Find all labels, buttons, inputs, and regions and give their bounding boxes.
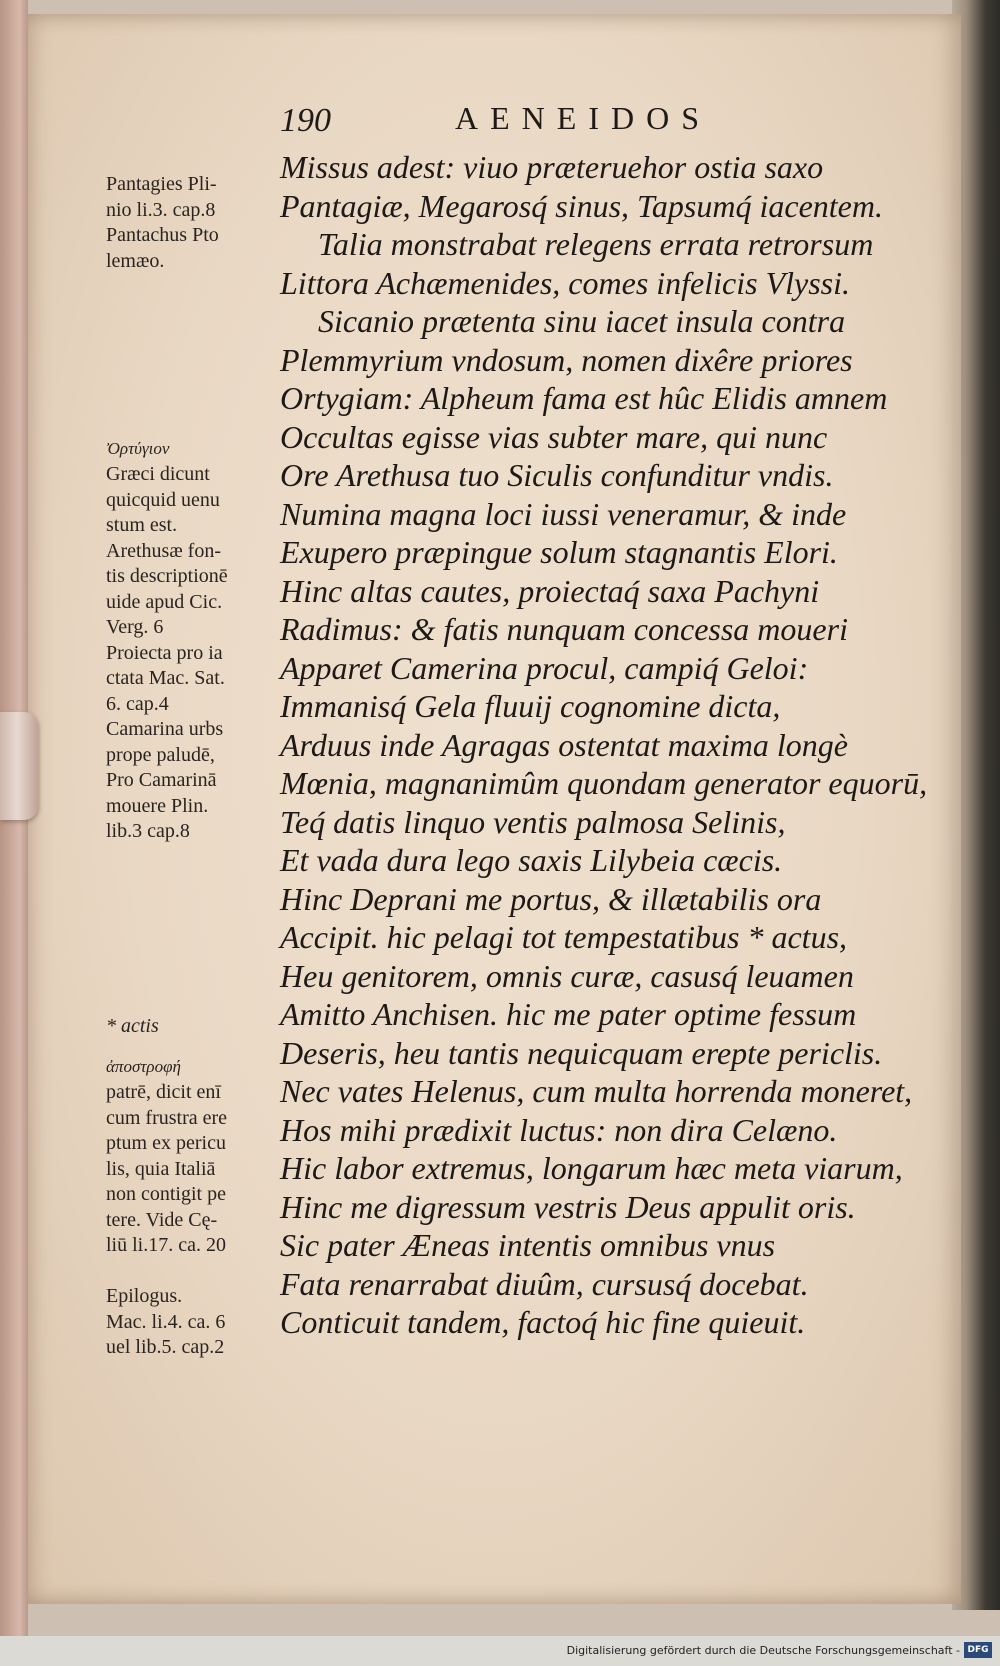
verse-line: Pantagiæ, Megarosq́ sinus, Tapsumq́ iacentem. bbox=[280, 187, 883, 224]
verse-line: Numina magna loci iussi veneramur, & inde bbox=[280, 495, 847, 532]
verse-line: Exupero præpingue solum stagnantis Elori. bbox=[280, 534, 838, 570]
verse-line: Hos mihi prædixit luctus: non dira Celæno. bbox=[280, 1111, 838, 1148]
margin-note-epilogus bbox=[106, 1284, 276, 1361]
verse-line: Accipit. hic pelagi tot tempestatibus * actus, bbox=[280, 919, 848, 955]
digitization-footer bbox=[0, 1636, 1000, 1666]
margin-note-line: Proiecta pro ia bbox=[106, 641, 223, 664]
verse-line: Sicanio prætenta sinu iacet insula contra bbox=[318, 303, 846, 339]
margin-note-line: * actis bbox=[106, 1015, 159, 1037]
margin-note-line: ἀποστροφή bbox=[106, 1057, 181, 1076]
funding-credit: Digitalisierung gefördert durch die Deutsche Forschungsgemeinschaft - bbox=[566, 1644, 960, 1657]
margin-note-line: nio li.3. cap.8 bbox=[106, 198, 216, 221]
dfg-logo: DFG bbox=[964, 1642, 992, 1658]
margin-note-line: Pro Camarinā bbox=[106, 769, 217, 791]
margin-note-line: Pantachus Pto bbox=[106, 224, 219, 246]
margin-note-greek-ortygion bbox=[106, 436, 276, 462]
verse-line: Missus adest: viuo præteruehor ostia saxo bbox=[280, 149, 824, 185]
verse-line: Immanisq́ Gela fluuij cognomine dicta, bbox=[280, 688, 781, 724]
verse-line: Hinc me digressum vestris Deus appulit oris. bbox=[280, 1188, 856, 1225]
margin-note-line: Græci dicunt bbox=[106, 463, 210, 485]
verse-line: Amitto Anchisen. hic me pater optime fessum bbox=[280, 996, 857, 1032]
verse-line: Arduus inde Agragas ostentat maxima longè bbox=[280, 726, 848, 763]
margin-note-line: Camarina urbs bbox=[106, 718, 224, 740]
verse-line: Ortygiam: Alpheum fama est hûc Elidis amnem bbox=[280, 380, 888, 416]
verse-line: Teq́ datis linquo ventis palmosa Selinis, bbox=[280, 803, 786, 840]
page-number: 190 bbox=[280, 102, 331, 139]
margin-note-line: tere. Vide Cę- bbox=[106, 1208, 218, 1231]
verse-line: Deseris, heu tantis nequicquam erepte periclis. bbox=[280, 1034, 883, 1071]
verse-line: Nec vates Helenus, cum multa horrenda moneret, bbox=[280, 1073, 913, 1109]
margin-note-line: Arethusæ fon- bbox=[106, 539, 221, 562]
margin-note-line: uide apud Cic. bbox=[106, 590, 223, 613]
verse-line: Littora Achæmenides, comes infelicis Vlyssi. bbox=[280, 264, 851, 301]
verse-line: Ore Arethusa tuo Siculis confunditur vndis. bbox=[280, 457, 834, 493]
verse-line: Fata renarrabat diuûm, cursusq́ docebat. bbox=[280, 1265, 809, 1302]
verse-line: Talia monstrabat relegens errata retrorsum bbox=[318, 226, 874, 262]
margin-note-line: prope paludē, bbox=[106, 743, 215, 766]
verse-line: Conticuit tandem, factoq́ hic fine quieuit. bbox=[280, 1304, 806, 1340]
margin-note-line: lib.3 cap.8 bbox=[106, 820, 190, 842]
margin-note-line: tis descriptionē bbox=[106, 565, 228, 587]
book-spine-edge bbox=[0, 0, 28, 1666]
margin-note-line: stum est. bbox=[106, 514, 178, 536]
margin-note-line: non contigit pe bbox=[106, 1183, 226, 1205]
margin-note-actis bbox=[106, 1014, 276, 1040]
margin-note-line: uel lib.5. cap.2 bbox=[106, 1336, 225, 1358]
verse-text bbox=[280, 148, 960, 1342]
verse-line: Plemmyrium vndosum, nomen dixêre priores bbox=[280, 341, 853, 378]
verse-line: Hinc Deprani me portus, & illætabilis ora bbox=[280, 880, 822, 917]
margin-note-anchises bbox=[106, 1080, 276, 1259]
page-header bbox=[280, 100, 800, 140]
verse-line: Heu genitorem, omnis curæ, casusq́ leuamen bbox=[280, 957, 854, 994]
verse-line: Hic labor extremus, longarum hæc meta viarum, bbox=[280, 1150, 903, 1186]
verse-line: Radimus: & fatis nunquam concessa moueri bbox=[280, 611, 848, 647]
margin-note-line: liū li.17. ca. 20 bbox=[106, 1234, 226, 1256]
verse-line: Et vada dura lego saxis Lilybeia cæcis. bbox=[280, 842, 783, 878]
margin-note-ortygia bbox=[106, 462, 276, 845]
verse-line: Occultas egisse vias subter mare, qui nunc bbox=[280, 418, 828, 455]
margin-note-line: Ὀρτύγιον bbox=[106, 439, 170, 458]
margin-note-line: lemæo. bbox=[106, 249, 165, 272]
margin-note-line: ptum ex pericu bbox=[106, 1132, 226, 1154]
margin-note-line: patrē, dicit enī bbox=[106, 1081, 221, 1103]
margin-note-line: quicquid uenu bbox=[106, 488, 220, 511]
margin-note-line: Pantagies Pli- bbox=[106, 173, 217, 195]
page-clip bbox=[0, 712, 38, 820]
verse-line: Sic pater Æneas intentis omnibus vnus bbox=[280, 1227, 776, 1263]
margin-note-pantagies bbox=[106, 172, 276, 274]
margin-note-line: Verg. 6 bbox=[106, 616, 164, 638]
verse-line: Apparet Camerina procul, campiq́ Geloi: bbox=[280, 649, 809, 686]
verse-line: Mœnia, magnanimûm quondam generator equorū, bbox=[280, 765, 928, 801]
margin-note-greek-apostrophe bbox=[106, 1054, 276, 1080]
margin-note-line: lis, quia Italiā bbox=[106, 1157, 216, 1180]
margin-note-line: ctata Mac. Sat. bbox=[106, 667, 225, 689]
margin-note-line: mouere Plin. bbox=[106, 794, 209, 817]
running-title: AENEIDOS bbox=[455, 100, 711, 136]
margin-note-line: cum frustra ere bbox=[106, 1106, 228, 1129]
verse-line: Hinc altas cautes, proiectaq́ saxa Pachyni bbox=[280, 572, 820, 609]
margin-note-line: Epilogus. bbox=[106, 1285, 183, 1307]
margin-note-line: Mac. li.4. ca. 6 bbox=[106, 1310, 226, 1333]
margin-note-line: 6. cap.4 bbox=[106, 692, 169, 715]
